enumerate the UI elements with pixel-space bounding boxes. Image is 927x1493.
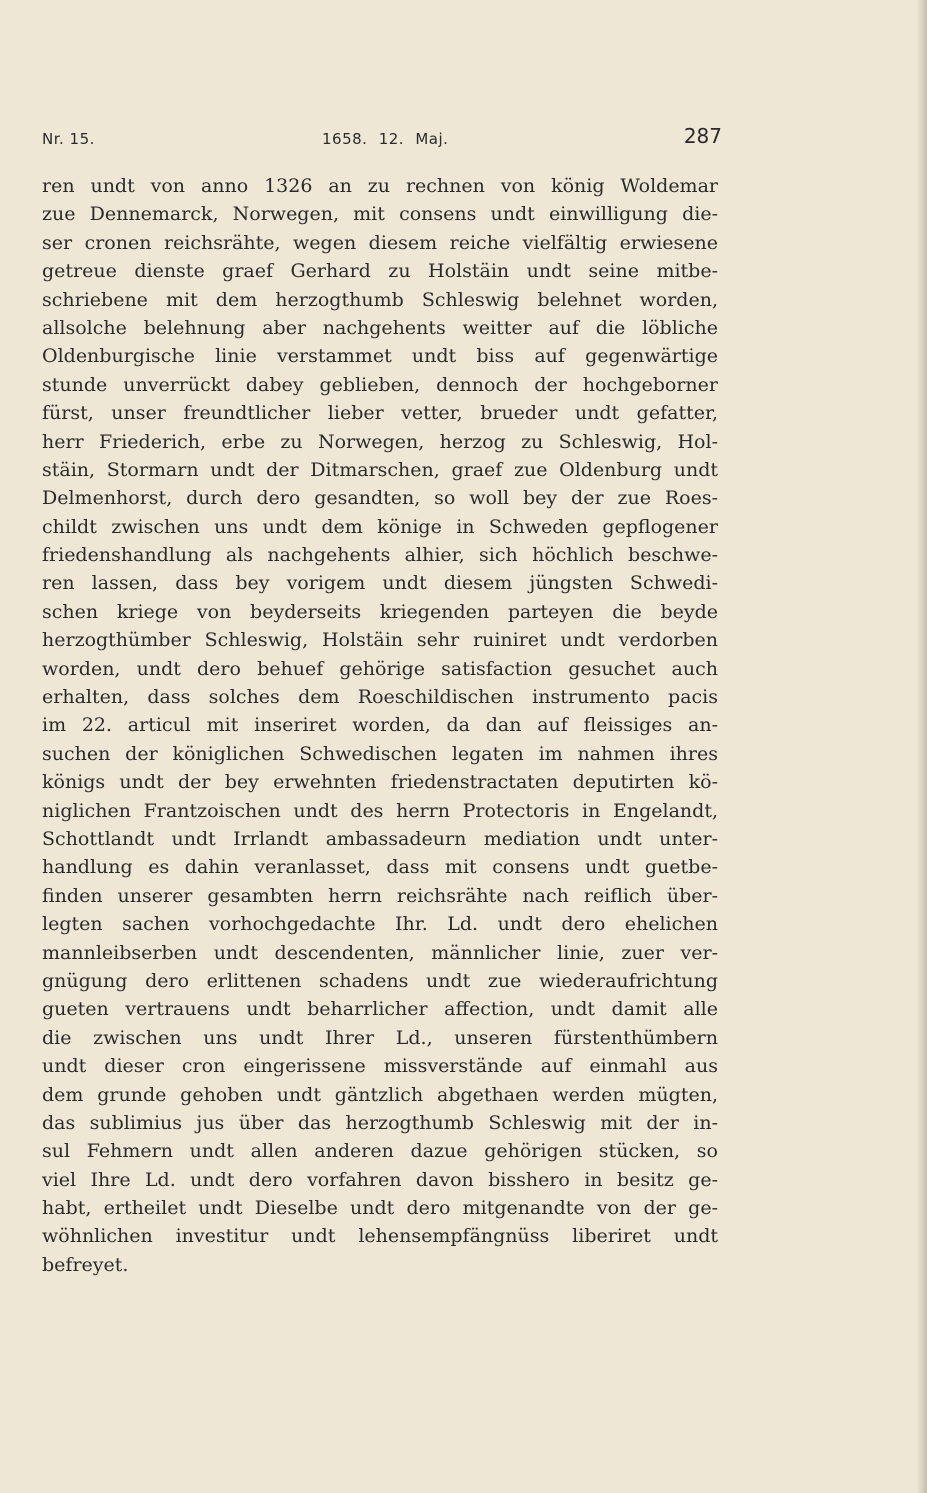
text-line: Delmenhorst, durch dero gesandten, so woll bey der zue Roes- bbox=[42, 487, 718, 510]
text-line: im 22. articul mit inseriret worden, da dan auf fleissiges an- bbox=[42, 714, 718, 737]
text-line: zue Dennemarck, Norwegen, mit consens undt einwilligung die- bbox=[42, 203, 718, 226]
text-line: worden, undt dero behuef gehörige satisfaction gesuchet auch bbox=[42, 657, 718, 680]
text-line: herr Friederich, erbe zu Norwegen, herzog zu Schleswig, Hol- bbox=[42, 430, 718, 453]
text-line: finden unserer gesambten herrn reichsrähte nach reiflich über- bbox=[42, 884, 718, 907]
text-line: stunde unverrückt dabey geblieben, dennoch der hochgeborner bbox=[42, 373, 718, 396]
text-line: schen kriege von beyderseits kriegenden parteyen die beyde bbox=[42, 600, 718, 623]
text-line: gnügung dero erlittenen schadens undt zue wiederaufrichtung bbox=[42, 969, 718, 992]
text-line: getreue dienste graef Gerhard zu Holstäin undt seine mitbe- bbox=[42, 260, 718, 283]
text-line: viel Ihre Ld. undt dero vorfahren davon bisshero in besitz ge- bbox=[42, 1168, 718, 1191]
text-line: handlung es dahin veranlasset, dass mit consens undt guetbe- bbox=[42, 856, 718, 879]
text-line: Schottlandt undt Irrlandt ambassadeurn mediation undt unter- bbox=[42, 827, 718, 850]
text-line: das sublimius jus über das herzogthumb Schleswig mit der in- bbox=[42, 1111, 718, 1134]
text-line: undt dieser cron eingerissene missverstände auf einmahl aus bbox=[42, 1055, 718, 1078]
page-number: 287 bbox=[683, 124, 722, 148]
running-header bbox=[42, 124, 722, 154]
text-line: erhalten, dass solches dem Roeschildischen instrumento pacis bbox=[42, 686, 718, 709]
text-line: suchen der königlichen Schwedischen legaten im nahmen ihres bbox=[42, 742, 718, 765]
text-line: gueten vertrauens undt beharrlicher affection, undt damit alle bbox=[42, 998, 718, 1021]
text-line: allsolche belehnung aber nachgehents weitter auf die löbliche bbox=[42, 316, 718, 339]
text-line: friedenshandlung als nachgehents alhier, sich höchlich beschwe- bbox=[42, 544, 718, 567]
text-line: sul Fehmern undt allen anderen dazue gehörigen stücken, so bbox=[42, 1140, 718, 1163]
text-line: dem grunde gehoben undt gäntzlich abgethaen werden mügten, bbox=[42, 1083, 718, 1106]
document-number: Nr. 15. bbox=[42, 130, 95, 148]
text-line: königs undt der bey erwehnten friedenstractaten deputirten kö- bbox=[42, 771, 718, 794]
text-line: stäin, Stormarn undt der Ditmarschen, graef zue Oldenburg undt bbox=[42, 458, 718, 481]
text-line: ren undt von anno 1326 an zu rechnen von könig Woldemar bbox=[42, 175, 718, 197]
text-line-last: befreyet. bbox=[42, 1253, 129, 1276]
text-line: legten sachen vorhochgedachte Ihr. Ld. undt dero ehelichen bbox=[42, 913, 718, 936]
text-line: childt zwischen uns undt dem könige in Schweden gepflogener bbox=[42, 515, 718, 538]
text-line: herzogthümber Schleswig, Holstäin sehr ruiniret undt verdorben bbox=[42, 629, 718, 652]
text-line: Oldenburgische linie verstammet undt biss auf gegenwärtige bbox=[42, 345, 718, 368]
text-line: die zwischen uns undt Ihrer Ld., unseren fürstenthümbern bbox=[42, 1026, 718, 1049]
page-edge-shadow bbox=[917, 0, 927, 1493]
text-line: habt, ertheilet undt Dieselbe undt dero mitgenandte von der ge- bbox=[42, 1197, 718, 1220]
text-line: schriebene mit dem herzogthumb Schleswig belehnet worden, bbox=[42, 288, 718, 311]
body-text bbox=[42, 172, 718, 1279]
text-line: ser cronen reichsrähte, wegen diesem reiche vielfältig erwiesene bbox=[42, 231, 718, 254]
text-line: niglichen Frantzoischen undt des herrn Protectoris in Engelandt, bbox=[42, 799, 718, 822]
text-line: wöhnlichen investitur undt lehensempfängnüss liberiret undt bbox=[42, 1225, 718, 1248]
document-date: 1658. 12. Maj. bbox=[322, 130, 449, 148]
text-line: mannleibserben undt descendenten, männlicher linie, zuer ver- bbox=[42, 941, 718, 964]
text-line: fürst, unser freundtlicher lieber vetter, brueder undt gefatter, bbox=[42, 402, 718, 425]
text-line: ren lassen, dass bey vorigem undt diesem jüngsten Schwedi- bbox=[42, 572, 718, 595]
